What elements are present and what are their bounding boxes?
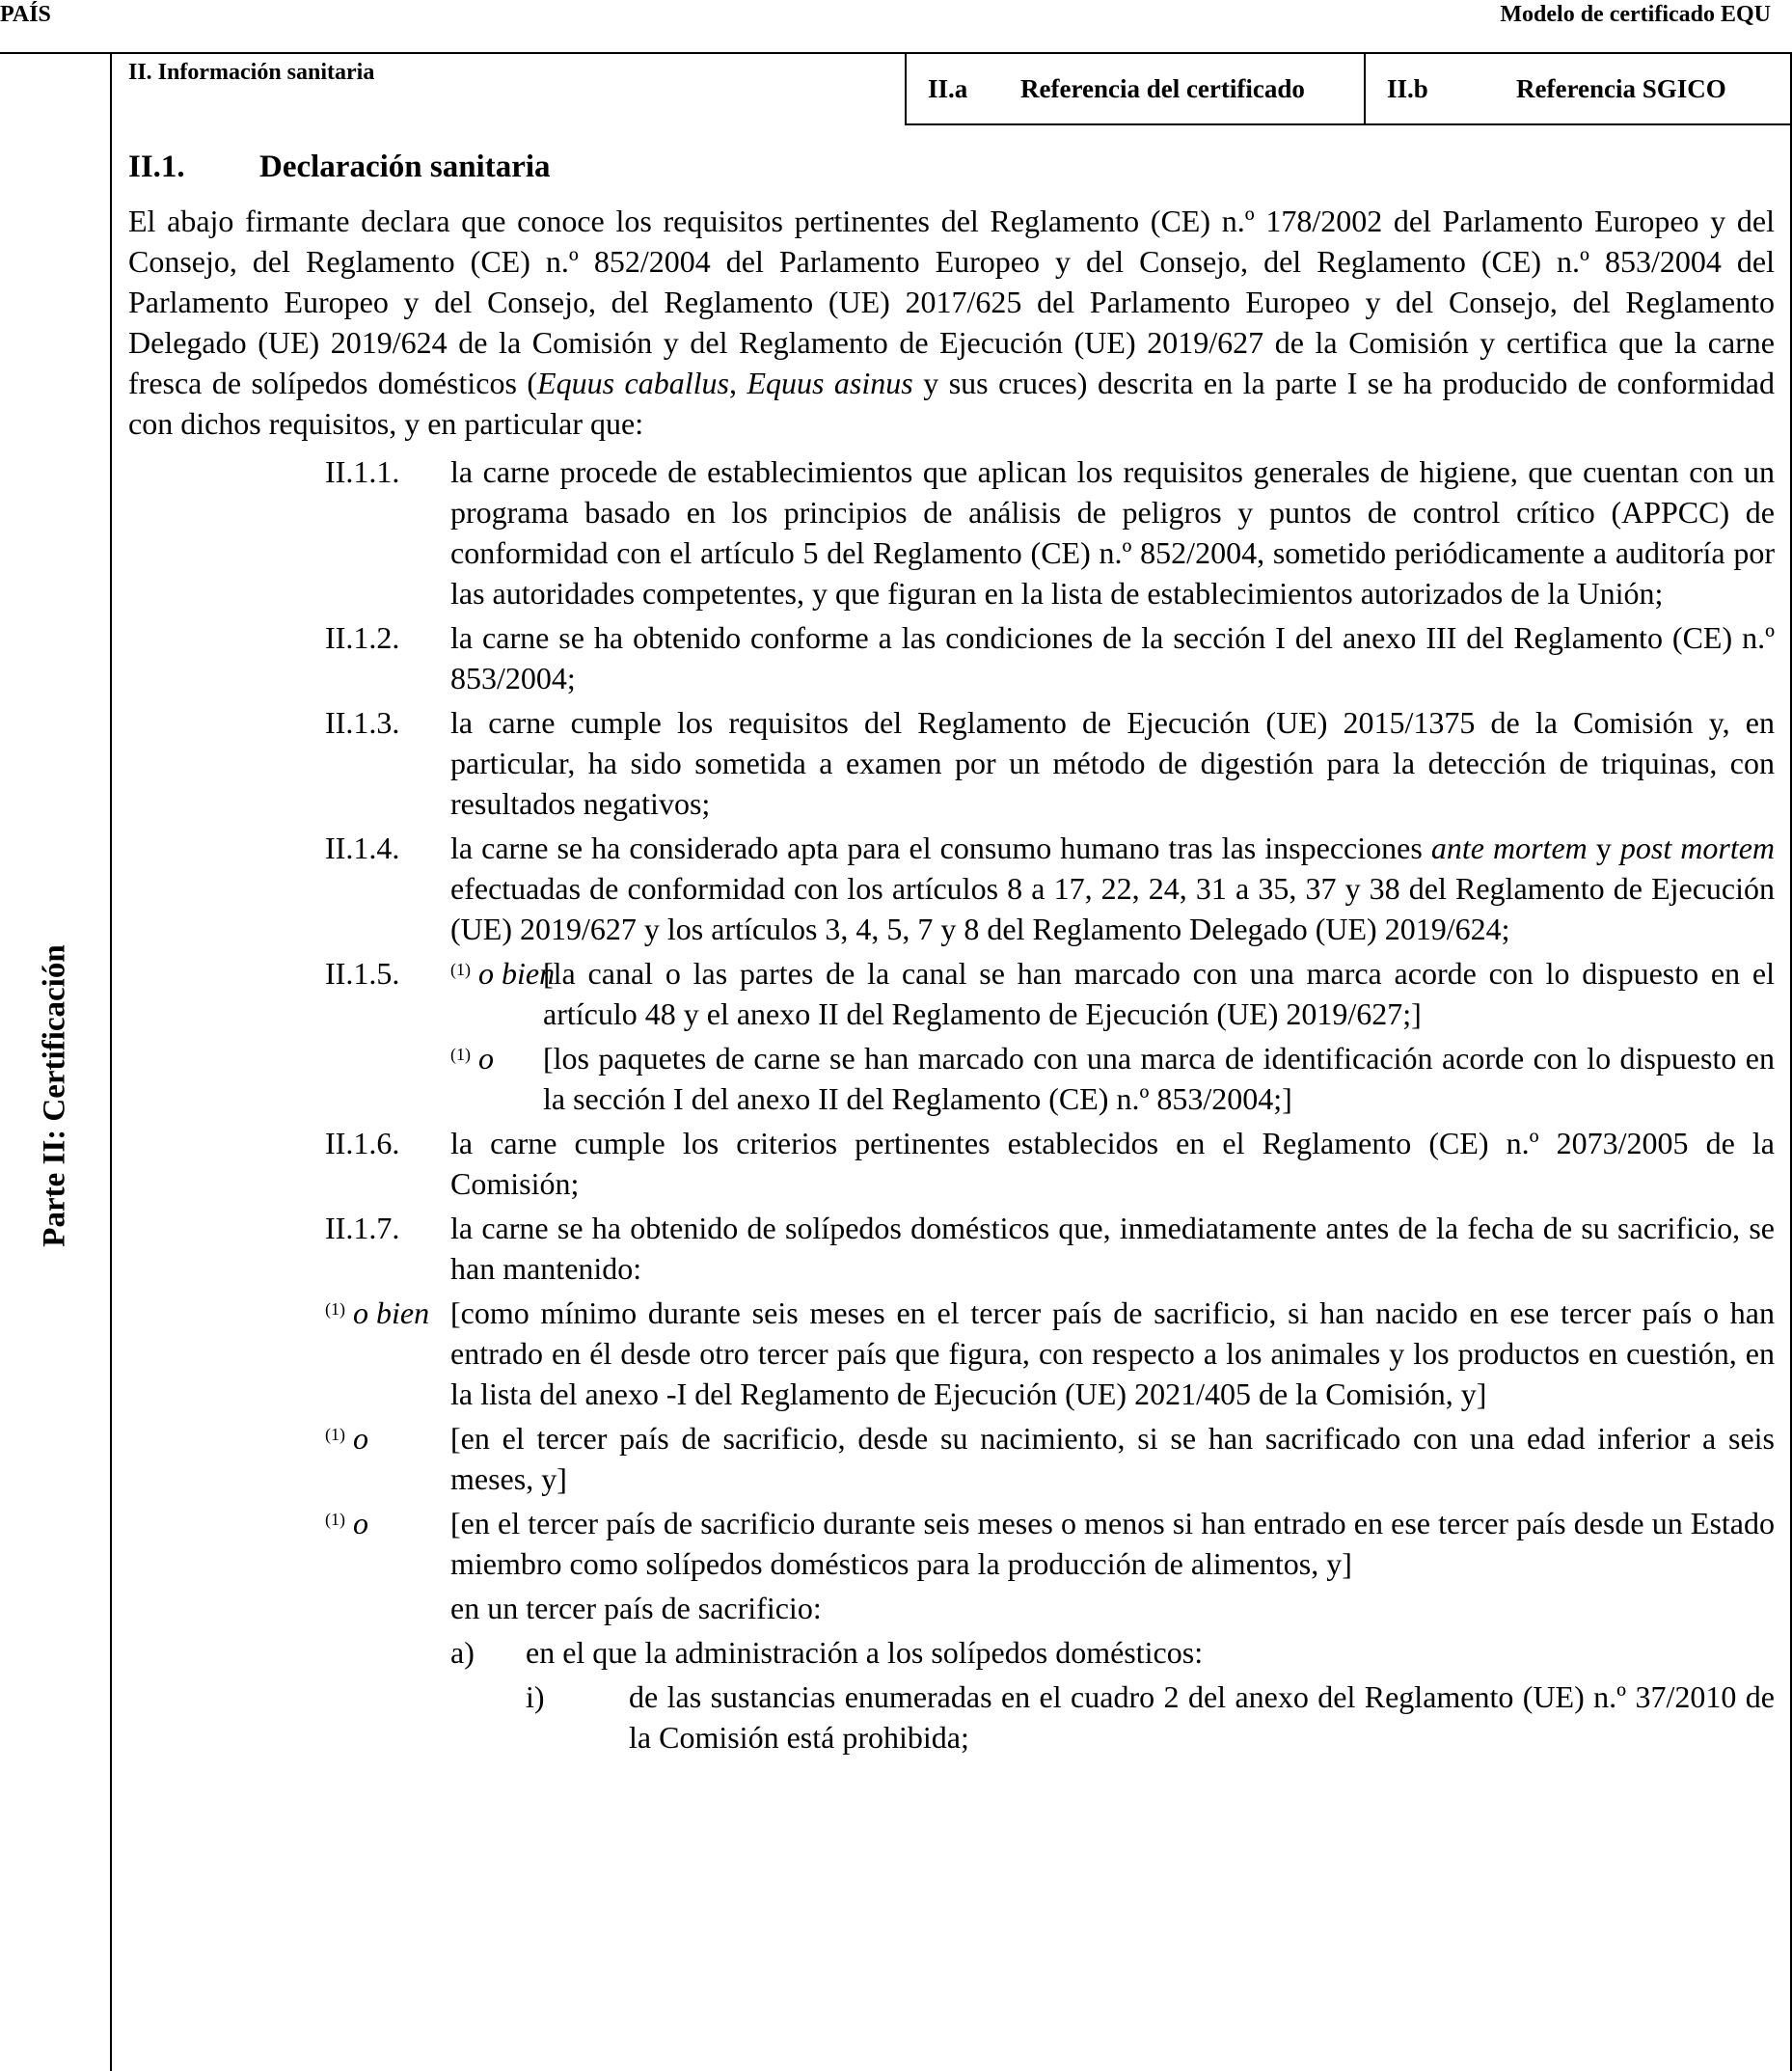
clause-ii-1-5: II.1.5. $^{(1)}$ o bien [la canal o las partes de la canal se han marcado con una marca acorde con lo dispuesto en el artículo 48 y el anexo II del Reglamento de Ejecución (UE) 2019/627;] bbox=[128, 953, 1775, 1034]
reference-box bbox=[905, 54, 1792, 125]
option-marker: $^{(1)}$ o bbox=[325, 1421, 368, 1456]
part-column bbox=[0, 54, 112, 2071]
certificate-frame bbox=[0, 52, 1792, 2071]
section-title: II. Información sanitaria bbox=[128, 60, 375, 85]
part-label: Parte II: Certificación bbox=[37, 944, 72, 1247]
clause-ii-1-7-option-3: $^{(1)}$ o [en el tercer país de sacrificio durante seis meses o menos si han entrado en ese tercer país desde un Estado miembro como solípedos domésticos para la producción de alimentos, y] bbox=[128, 1503, 1775, 1584]
declaration-number: II.1. bbox=[128, 150, 185, 184]
certificate-reference-cell bbox=[907, 54, 1366, 123]
clause-ii-1-7-option-2: $^{(1)}$ o [en el tercer país de sacrificio, desde su nacimiento, si se han sacrificado con una edad inferior a seis meses, y] bbox=[128, 1418, 1775, 1499]
clause-ii-1-4: II.1.4. la carne se ha considerado apta para el consumo humano tras las inspecciones ante mortem y post mortem efectuadas de conformidad con los artículos 8 a 17, 22, 24, 31 a 35, 37 y 38 del Reglamento de Ejecución (UE) 2019/627 y los artículos 3, 4, 5, 7 y 8 del Reglamento Delegado (UE) 2019/624; bbox=[325, 831, 1776, 946]
sgico-reference-cell bbox=[1366, 54, 1792, 123]
declaration-intro: El abajo firmante declara que conoce los requisitos pertinentes del Reglamento (CE) n.º 178/2002 del Parlamento Europeo y del Consejo, del Reglamento (CE) n.º 852/2004 del Parlamento Europeo y del Consejo, del Reglamento (CE) n.º 853/2004 del Parlamento Europeo y del Consejo, del Reglamento (UE) 2017/625 del Parlamento Europeo y del Consejo, del Reglamento Delegado (UE) 2019/624 de la Comisión y del Reglamento de Ejecución (UE) 2019/627 de la Comisión y certifica que la carne fresca de solípedos domésticos (Equus caballus, Equus asinus y sus cruces) descrita en la parte I se ha producido de conformidad con dichos requisitos, y en particular que: bbox=[128, 204, 1776, 441]
ref-b-label: Referencia SGICO bbox=[1516, 73, 1726, 103]
declaration-content bbox=[128, 147, 1775, 1761]
declaration-title: Declaración sanitaria bbox=[259, 150, 551, 184]
option-marker: $^{(1)}$ o bien bbox=[325, 1295, 430, 1330]
country-label: PAÍS bbox=[0, 2, 51, 27]
ref-b-code: II.b bbox=[1387, 73, 1428, 103]
clause-ii-1-7: II.1.7. la carne se ha obtenido de solípedos domésticos que, inmediatamente antes de la fecha de su sacrificio, se han mantenido: bbox=[325, 1211, 1775, 1286]
clause-ii-1-2: II.1.2. la carne se ha obtenido conforme a las condiciones de la sección I del anexo III del Reglamento (CE) n.º 853/2004; bbox=[325, 620, 1775, 695]
option-marker: $^{(1)}$ o bien bbox=[450, 956, 556, 991]
third-country-line: en un tercer país de sacrificio: bbox=[450, 1591, 822, 1625]
ref-a-label: Referencia del certificado bbox=[1020, 73, 1305, 103]
declaration-heading bbox=[128, 147, 1775, 187]
clause-ii-1-3: II.1.3. la carne cumple los requisitos del Reglamento de Ejecución (UE) 2015/1375 de la Comisión y, en particular, ha sido sometida a examen por un método de digestión para la detección de triquinas, con resultados negativos; bbox=[325, 705, 1775, 821]
clause-ii-1-7-option-1: $^{(1)}$ o bien [como mínimo durante seis meses en el tercer país de sacrificio, si han nacido en ese tercer país o han entrado en él desde otro tercer país que figura, con respecto a los animales y los productos en cuestión, en la lista del anexo -I del Reglamento de Ejecución (UE) 2021/405 de la Comisión, y] bbox=[128, 1293, 1775, 1414]
clause-ii-1-5-option-2: $^{(1)}$ o [los paquetes de carne se han marcado con una marca de identificación acorde con lo dispuesto en la sección I del anexo II del Reglamento (CE) n.º 853/2004;] bbox=[128, 1038, 1775, 1119]
option-marker: $^{(1)}$ o bbox=[450, 1041, 494, 1076]
clause-ii-1-6: II.1.6. la carne cumple los criterios pertinentes establecidos en el Reglamento (CE) n.º 2073/2005 de la Comisión; bbox=[325, 1126, 1775, 1201]
option-marker: $^{(1)}$ o bbox=[325, 1506, 368, 1540]
subclause-a-i: i) de las sustancias enumeradas en el cuadro 2 del anexo del Reglamento (UE) n.º 37/2010 de la Comisión está prohibida; bbox=[526, 1679, 1775, 1755]
certificate-model: Modelo de certificado EQU bbox=[1500, 2, 1771, 27]
subclause-a: a) en el que la administración a los solípedos domésticos: bbox=[450, 1635, 1204, 1670]
clause-ii-1-1: II.1.1. la carne procede de establecimientos que aplican los requisitos generales de higiene, que cuentan con un programa basado en los principios de análisis de peligros y puntos de control crítico (APPCC) de conformidad con el artículo 5 del Reglamento (CE) n.º 852/2004, sometido periódicamente a auditoría por las autoridades competentes, y que figuran en la lista de establecimientos autorizados de la Unión; bbox=[325, 454, 1775, 611]
ref-a-code: II.a bbox=[928, 73, 968, 103]
